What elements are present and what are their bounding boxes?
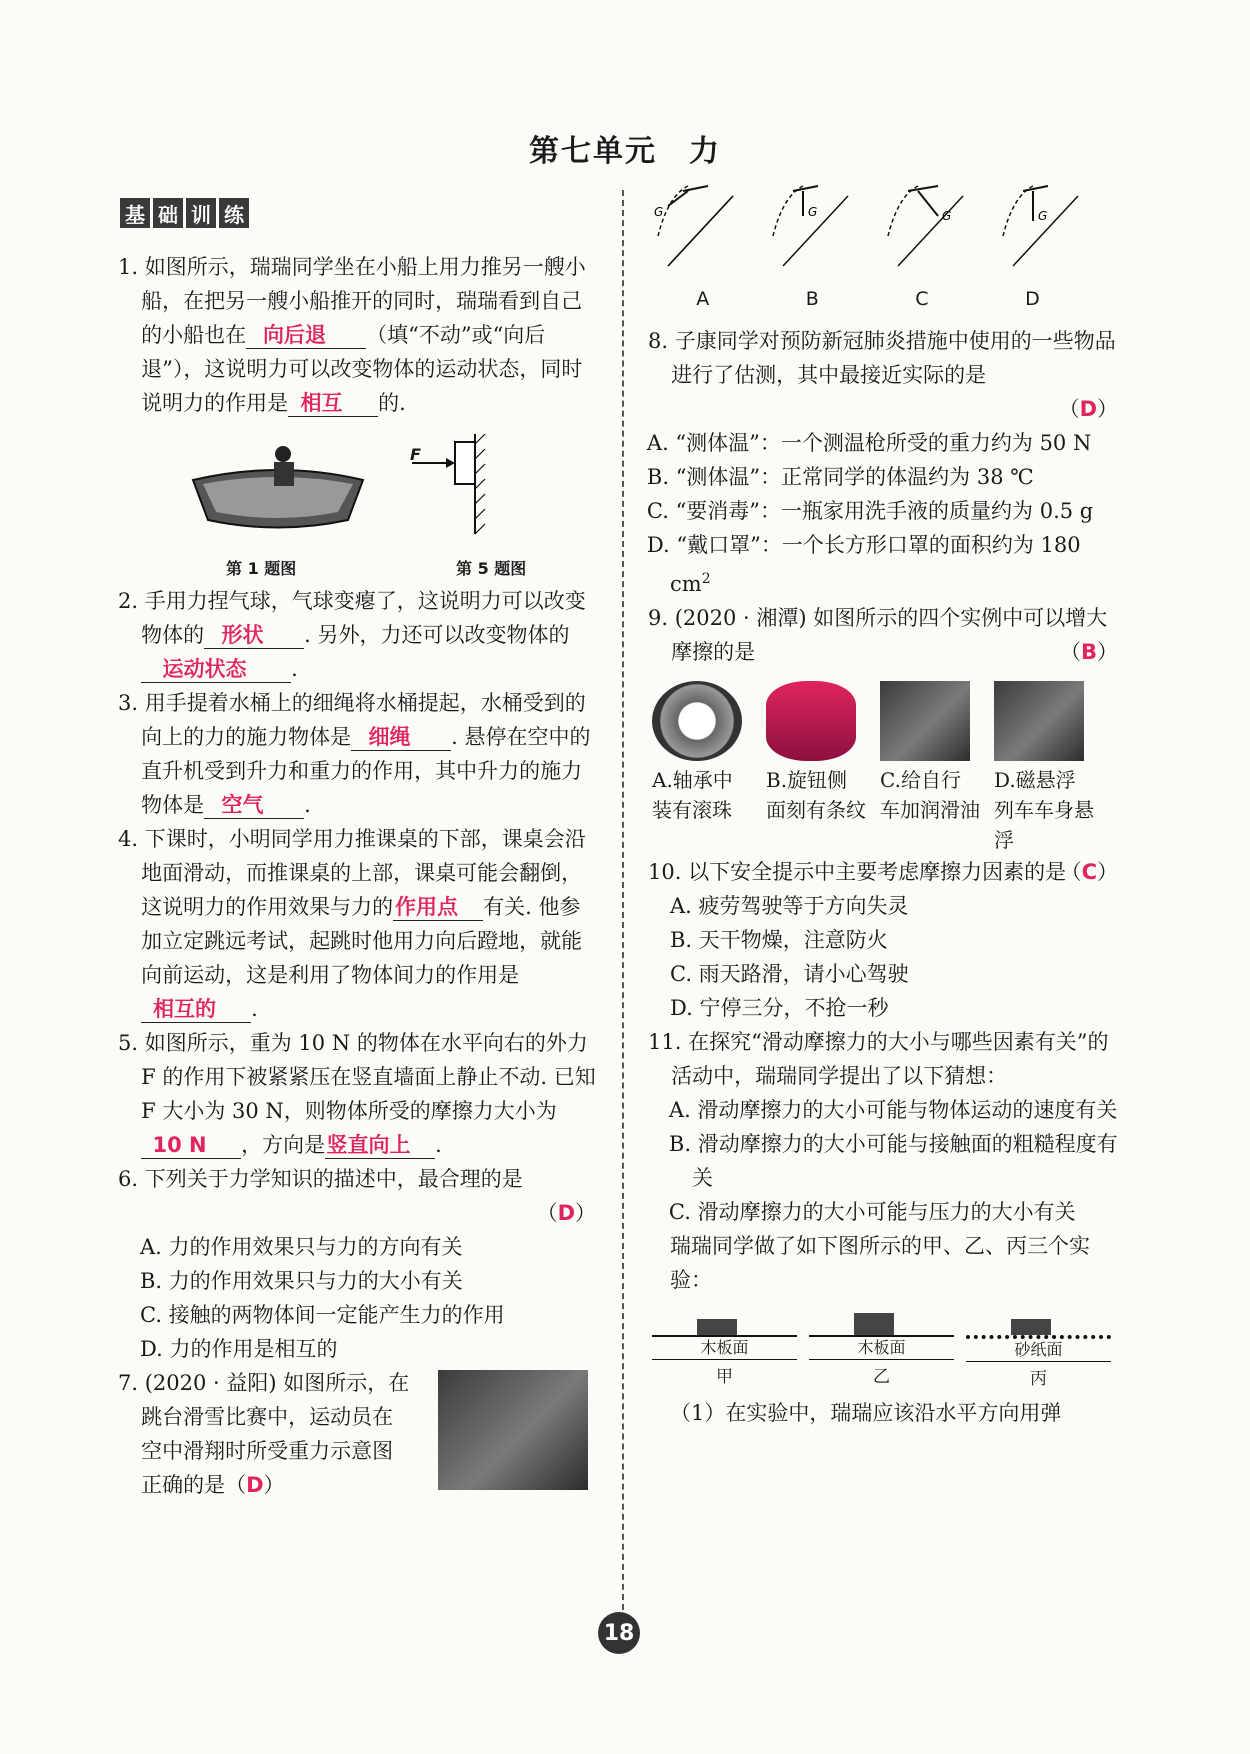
question-2: 2. 手用力捏气球，气球变瘪了，这说明力可以改变物体的 形状 . 另外，力还可以改变物体的运动状态 . [118, 589, 586, 681]
answer-paren: （D） [536, 1201, 596, 1225]
question-7-block [118, 1366, 596, 1506]
force-label: F [410, 445, 421, 464]
option: D. 力的作用是相互的 [140, 1337, 338, 1361]
gravity-label: G [942, 209, 952, 223]
answer-blank: 运动状态 [141, 656, 291, 683]
left-column [118, 250, 596, 1506]
answer-blank: 形状 [204, 622, 304, 649]
question-10: 10. 以下安全提示中主要考虑摩擦力因素的是 [648, 860, 1067, 884]
section-tag-char: 础 [153, 198, 183, 228]
option: B. “测体温”：正常同学的体温约为 38 ℃ [646, 465, 1034, 489]
gravity-label: G [1038, 209, 1048, 223]
answer-paren: （B） [1059, 640, 1118, 664]
section-tag-char: 基 [120, 198, 150, 228]
option: B. 天干物燥，注意防火 [670, 928, 888, 952]
sub-question: （1）在实验中，瑞瑞应该沿水平方向用弹 [670, 1401, 1062, 1425]
option: A. 力的作用效果只与力的方向有关 [140, 1235, 463, 1259]
option: A. “测体温”：一个测温枪所受的重力约为 50 N [646, 431, 1092, 455]
wall-block-figure [410, 434, 530, 544]
answer-blank: 空气 [204, 792, 304, 819]
boat-figure [188, 440, 368, 535]
option: A. 疲劳驾驶等于方向失灵 [670, 894, 909, 918]
column-divider [622, 190, 624, 1620]
answer-paren: （D） [1058, 397, 1118, 421]
option: D. 宁停三分，不抢一秒 [670, 996, 889, 1020]
knob-photo [766, 681, 856, 761]
experiment-label: 甲 [716, 1367, 733, 1387]
experiment-text: 瑞瑞同学做了如下图所示的甲、乙、丙三个实验： [670, 1234, 1090, 1292]
figure-letter: C [915, 288, 929, 310]
figure-caption: 第 1 题图 [226, 559, 297, 578]
section-tag-char: 练 [219, 198, 249, 228]
question-1: 1. 如图所示，瑞瑞同学坐在小船上用力推另一艘小船，在把另一艘小船推开的同时，瑞瑞看到自己的小船也在 向后退 （填“不动”或“向后退”），这说明力可以改变物体的运动状态，同时说明力的作用是 相互 的. [118, 255, 586, 415]
question-4: 4. 下课时，小明同学用力推课桌的下部，课桌会沿地面滑动，而推课桌的上部，课桌可能会翻倒，这说明力的作用效果与力的作用点 有关. 他参加立定跳远考试，起跳时他用力向后蹬地，就能向前运动，这是利用了物体间力的作用是相互的 . [118, 827, 586, 1021]
experiment-label: 乙 [873, 1367, 890, 1387]
right-column [648, 176, 1118, 1430]
bike-oil-photo [880, 681, 970, 761]
figure-letter: D [1025, 288, 1040, 310]
option: C. 雨天路滑，请小心驾驶 [670, 962, 909, 986]
option: B.旋钮侧面刻有条纹 [766, 768, 866, 822]
option: C. 接触的两物体间一定能产生力的作用 [140, 1303, 505, 1327]
question-11: 11. 在探究“滑动摩擦力的大小与哪些因素有关”的活动中，瑞瑞同学提出了以下猜想： [648, 1030, 1109, 1088]
question-7: 7. (2020 · 益阳) 如图所示，在跳台滑雪比赛中，运动员在空中滑翔时所受重力示意图正确的是（D） [118, 1371, 410, 1497]
answer-blank: 作用点 [393, 894, 483, 921]
option: A.轴承中装有滚珠 [652, 768, 733, 822]
experiment-figures [648, 1305, 1118, 1396]
option: B. 力的作用效果只与力的大小有关 [140, 1269, 463, 1293]
figure-letter: B [805, 288, 819, 310]
question-6: 6. 下列关于力学知识的描述中，最合理的是 [118, 1167, 523, 1191]
answer-blank: 细绳 [351, 724, 451, 751]
surface-label: 木板面 [652, 1337, 797, 1360]
surface-label: 砂纸面 [966, 1339, 1111, 1362]
ski-jump-photo [438, 1370, 588, 1490]
answer-paren: （C） [1060, 860, 1118, 884]
option: D.磁悬浮列车车身悬浮 [994, 768, 1094, 852]
figure-letter: A [696, 288, 710, 310]
question-3: 3. 用手提着水桶上的细绳将水桶提起，水桶受到的向上的力的施力物体是 细绳 . 悬停在空中的直升机受到升力和重力的作用，其中升力的施力物体是 空气 . [118, 691, 591, 817]
answer-blank: 相互的 [141, 996, 251, 1023]
section-tag [120, 198, 249, 228]
section-tag-char: 训 [186, 198, 216, 228]
ski-jump-gravity-figures [648, 176, 1118, 276]
figures-row-1 [118, 434, 596, 584]
option: B. 滑动摩擦力的大小可能与接触面的粗糙程度有关 [668, 1132, 1118, 1190]
question-8: 8. 子康同学对预防新冠肺炎措施中使用的一些物品进行了估测，其中最接近实际的是 [648, 329, 1116, 387]
question-9: 9. (2020 · 湘潭) 如图所示的四个实例中可以增大摩擦的是 [648, 606, 1108, 664]
q9-figures [648, 681, 1118, 855]
gravity-label: G [808, 205, 818, 219]
answer-blank: 向后退 [246, 322, 366, 349]
option: C.给自行车加润滑油 [880, 768, 980, 822]
option: A. 滑动摩擦力的大小可能与物体运动的速度有关 [668, 1098, 1118, 1122]
bearing-photo [652, 681, 742, 761]
figure-letters [648, 282, 1088, 316]
page-number: 18 [598, 1612, 640, 1654]
question-5: 5. 如图所示，重为 10 N 的物体在水平向右的外力 F 的作用下被紧紧压在竖直墙面上静止不动. 已知 F 大小为 30 N，则物体所受的摩擦力大小为10 N ，方向是竖直向上 . [118, 1031, 596, 1157]
gravity-label: G [654, 205, 664, 219]
experiment-label: 丙 [1030, 1369, 1047, 1389]
answer-blank: 10 N [141, 1132, 241, 1159]
answer-blank: 竖直向上 [325, 1132, 435, 1159]
page-title: 第七单元 力 [529, 134, 721, 169]
option: C. “要消毒”：一瓶家用洗手液的质量约为 0.5 g [646, 499, 1094, 523]
maglev-photo [994, 681, 1084, 761]
answer-blank: 相互 [288, 390, 378, 417]
figure-caption: 第 5 题图 [456, 559, 527, 578]
option: D. “戴口罩”：一个长方形口罩的面积约为 180 $cm^2$ [646, 533, 1081, 596]
option: C. 滑动摩擦力的大小可能与压力的大小有关 [668, 1200, 1076, 1224]
surface-label: 木板面 [809, 1337, 954, 1360]
